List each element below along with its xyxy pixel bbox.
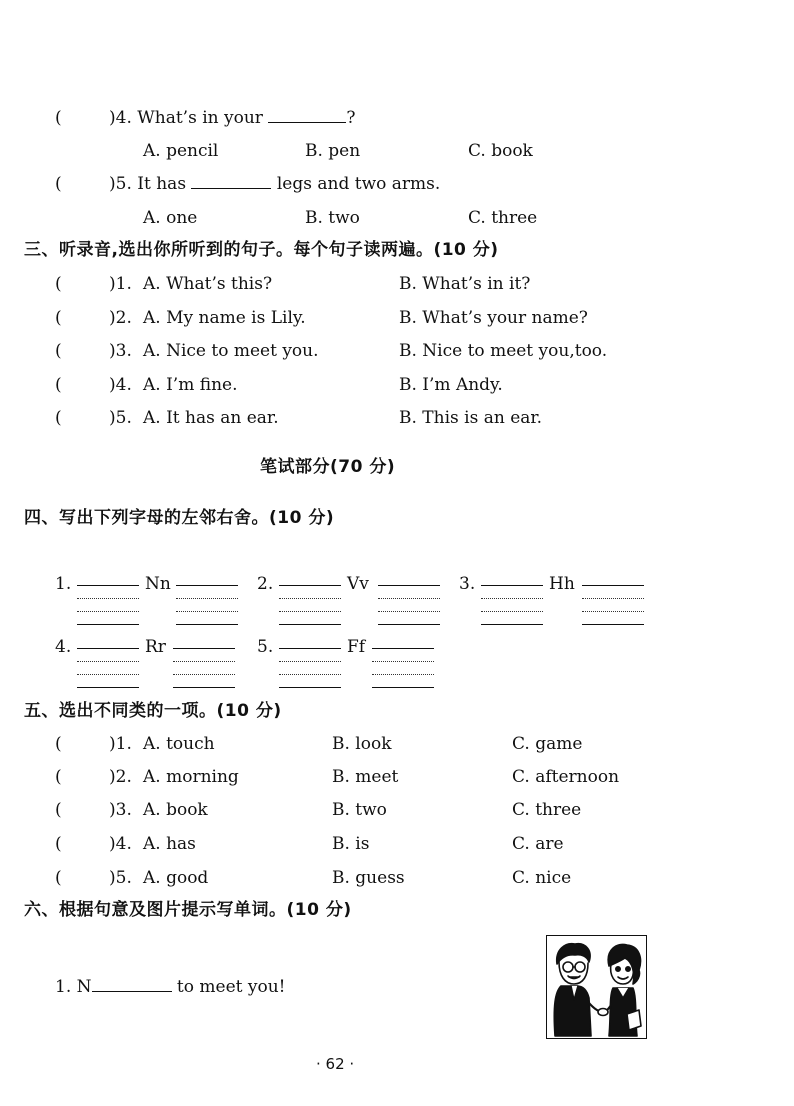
four-line-blank[interactable] [279,585,341,627]
word-start-letter: N [76,977,92,997]
question-5 [109,176,440,193]
four-line-blank[interactable] [481,585,543,627]
answer-paren: ( [55,834,62,854]
answer-paren: ( [55,308,62,328]
option-b: B. look [332,734,392,754]
four-line-blank[interactable] [378,585,440,627]
question-text: It has [137,174,187,194]
question-number: 5. [115,174,132,194]
four-line-blank[interactable] [372,648,434,690]
answer-paren: ( [55,408,62,428]
option-a: A. book [143,800,208,820]
option-a: A. I’m fine. [143,375,238,395]
option-a: A. My name is Lily. [143,308,306,328]
four-line-blank[interactable] [279,648,341,690]
answer-paren: ( [55,800,62,820]
option-c: C. are [512,834,564,854]
option-c: C. game [512,734,583,754]
item-number: 2. [257,574,274,594]
option-a: A. has [143,834,196,854]
answer-paren: ( [55,174,62,194]
written-part-heading: 笔试部分(70 分) [260,457,396,477]
item-number: )3. [109,341,132,361]
answer-blank[interactable] [268,122,346,123]
answer-paren: ( [55,767,62,787]
letter-prompt: Rr [145,637,166,657]
option-b: B. two [332,800,387,820]
item-number: )1. [109,274,132,294]
option-c: C. nice [512,868,572,888]
option-b: B. What’s in it? [399,274,531,294]
item-number: )3. [109,800,132,820]
question-1 [55,979,286,996]
question-text-end: legs and two arms. [276,174,441,194]
item-number: 5. [257,637,274,657]
four-line-blank[interactable] [173,648,235,690]
answer-paren: ( [55,734,62,754]
letter-prompt: Nn [145,574,171,594]
item-number: )2. [109,308,132,328]
question-number: 1. [55,977,72,997]
section-5-title: 五、选出不同类的一项。(10 分) [24,701,282,721]
item-number: )4. [109,375,132,395]
question-text-end: ? [346,108,356,128]
option-b: B. What’s your name? [399,308,588,328]
handshake-illustration [547,936,645,1037]
answer-blank[interactable] [92,991,172,992]
answer-blank[interactable] [191,188,271,189]
answer-paren: ( [55,108,62,128]
four-line-blank[interactable] [176,585,238,627]
option-a: A. good [143,868,209,888]
option-c: C. three [512,800,582,820]
option-c: C. book [468,141,533,161]
answer-paren: ( [55,274,62,294]
option-b: B. two [305,208,360,228]
handshake-picture [546,935,647,1039]
option-b: B. pen [305,141,361,161]
letter-prompt: Vv [347,574,369,594]
option-a: A. What’s this? [143,274,273,294]
four-line-blank[interactable] [77,648,139,690]
question-text: to meet you! [176,977,286,997]
page-number: · 62 · [316,1055,355,1073]
close-paren: ) [109,174,116,194]
option-b: B. Nice to meet you,too. [399,341,608,361]
option-a: A. morning [143,767,239,787]
option-b: B. I’m Andy. [399,375,503,395]
four-line-blank[interactable] [77,585,139,627]
four-line-blank[interactable] [582,585,644,627]
letter-prompt: Ff [347,637,366,657]
option-c: C. three [468,208,538,228]
option-c: C. afternoon [512,767,620,787]
item-number: 1. [55,574,72,594]
item-number: 3. [459,574,476,594]
close-paren: ) [109,108,116,128]
question-number: 4. [115,108,132,128]
item-number: 4. [55,637,72,657]
item-number: )4. [109,834,132,854]
letter-prompt: Hh [549,574,575,594]
item-number: )2. [109,767,132,787]
option-b: B. meet [332,767,399,787]
item-number: )5. [109,868,132,888]
option-a: A. Nice to meet you. [143,341,319,361]
answer-paren: ( [55,341,62,361]
option-a: A. touch [143,734,215,754]
question-text: What’s in your [137,108,263,128]
question-4 [109,110,355,127]
answer-paren: ( [55,375,62,395]
section-6-title: 六、根据句意及图片提示写单词。(10 分) [24,900,352,920]
section-3-title: 三、听录音,选出你所听到的句子。每个句子读两遍。(10 分) [24,240,499,260]
option-a: A. one [143,208,198,228]
answer-paren: ( [55,868,62,888]
item-number: )5. [109,408,132,428]
option-b: B. guess [332,868,405,888]
section-4-title: 四、写出下列字母的左邻右舍。(10 分) [24,508,335,528]
item-number: )1. [109,734,132,754]
option-a: A. It has an ear. [143,408,279,428]
option-b: B. is [332,834,370,854]
option-a: A. pencil [143,141,219,161]
option-b: B. This is an ear. [399,408,543,428]
